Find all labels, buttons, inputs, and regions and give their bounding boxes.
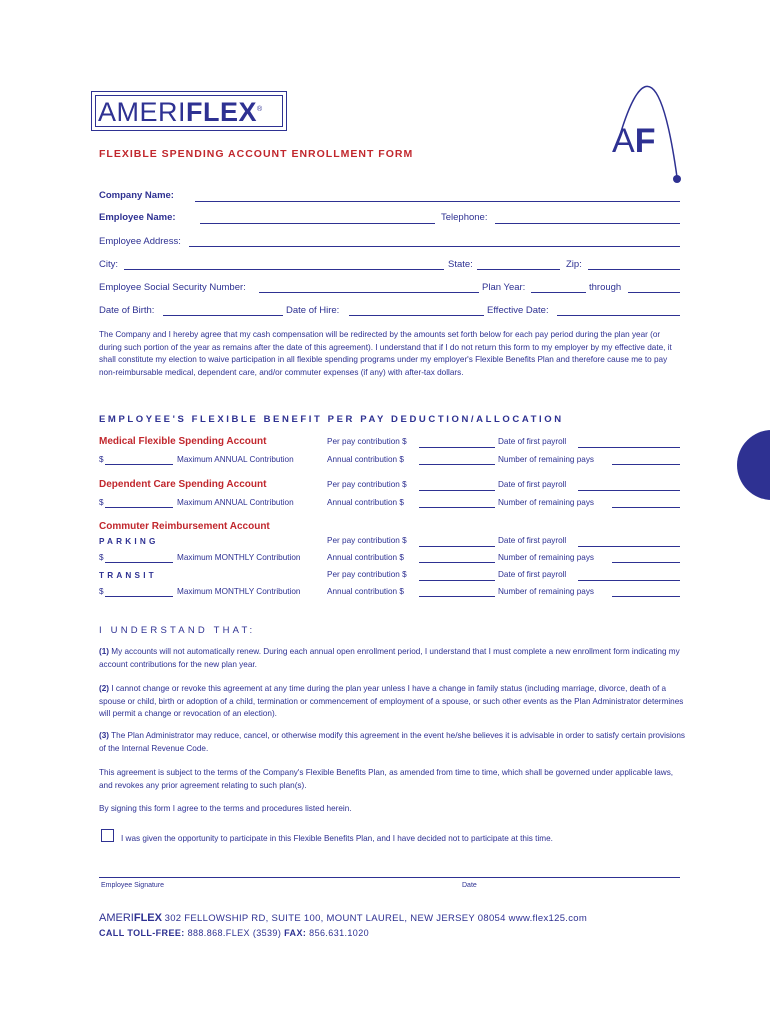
company-name-label: Company Name: [99, 190, 174, 201]
medical-dollar-sign: $ [99, 455, 104, 464]
footer-brand-bold: FLEX [133, 912, 162, 924]
dependent-care-title: Dependent Care Spending Account [99, 479, 267, 490]
employee-name-field[interactable] [200, 223, 435, 224]
transit-remaining-pays-label: Number of remaining pays [498, 587, 595, 596]
effective-date-field[interactable] [557, 315, 680, 316]
parking-max-monthly-field[interactable] [105, 562, 173, 563]
af-bold-letter: F [634, 122, 656, 160]
dependent-max-annual-label: Maximum ANNUAL Contribution [177, 498, 294, 507]
agreement-paragraph: The Company and I hereby agree that my cash compensation will be redirected by the amounts set forth below for each pay period during the plan year (or during such portion of the year as remains after the date of this agreement). I understand that if I do not return this form to my employer by my effective date, it shall constitute my election to waive participation in all flexible spending programs under my employer's Flexible Benefits Plan and therefore cause me to pay non-reimbursable medical, dependent care, and/or commuter expenses (if any) with after-tax dollars. [99, 330, 672, 377]
ameriflex-logo [98, 97, 263, 128]
af-light-letter: A [612, 122, 635, 160]
item-2-number: (2) [99, 684, 110, 693]
plan-year-start-field[interactable] [531, 292, 586, 293]
dependent-remaining-pays-field[interactable] [612, 507, 680, 508]
zip-field[interactable] [588, 269, 680, 270]
footer-address: 302 FELLOWSHIP RD, SUITE 100, MOUNT LAUREL, NEW JERSEY 08054 www.flex125.com [164, 913, 588, 924]
parking-per-pay-field[interactable] [419, 546, 495, 547]
item-3-number: (3) [99, 731, 110, 740]
footer-contact-line [99, 928, 369, 938]
fax-label: FAX: [284, 928, 307, 938]
date-label: Date [462, 882, 477, 889]
state-label: State: [448, 259, 473, 270]
form-title: FLEXIBLE SPENDING ACCOUNT ENROLLMENT FORM [99, 148, 414, 160]
medical-max-annual-field[interactable] [105, 464, 173, 465]
dependent-per-pay-field[interactable] [419, 490, 495, 491]
logo-bold-text: FLEX [186, 97, 258, 127]
understand-item-1 [99, 646, 685, 671]
transit-remaining-pays-field[interactable] [612, 596, 680, 597]
parking-first-payroll-label: Date of first payroll [498, 536, 567, 545]
parking-heading: PARKING [99, 537, 159, 546]
transit-dollar-sign: $ [99, 587, 104, 596]
understand-item-3 [99, 730, 685, 755]
toll-free-label: CALL TOLL-FREE: [99, 928, 185, 938]
medical-remaining-pays-label: Number of remaining pays [498, 455, 595, 464]
transit-first-payroll-field[interactable] [578, 580, 680, 581]
transit-per-pay-field[interactable] [419, 580, 495, 581]
ssn-label: Employee Social Security Number: [99, 282, 246, 293]
decline-participation-label: I was given the opportunity to participate in this Flexible Benefits Plan, and I have decided not to participate at this time. [121, 834, 553, 843]
logo-light-text: AMERI [98, 97, 187, 127]
medical-per-pay-field[interactable] [419, 447, 495, 448]
medical-annual-field[interactable] [419, 464, 495, 465]
dependent-first-payroll-label: Date of first payroll [498, 480, 567, 489]
understand-heading: I UNDERSTAND THAT: [99, 625, 256, 636]
decline-participation-checkbox[interactable] [101, 829, 114, 842]
dependent-annual-label: Annual contribution $ [327, 498, 404, 507]
transit-annual-label: Annual contribution $ [327, 587, 404, 596]
transit-max-monthly-label: Maximum MONTHLY Contribution [177, 587, 301, 596]
parking-remaining-pays-field[interactable] [612, 562, 680, 563]
date-of-birth-field[interactable] [163, 315, 283, 316]
transit-max-monthly-field[interactable] [105, 596, 173, 597]
signing-statement: By signing this form I agree to the terms and procedures listed herein. [99, 804, 352, 813]
transit-per-pay-label: Per pay contribution $ [327, 570, 407, 579]
employee-signature-label: Employee Signature [101, 882, 165, 889]
state-field[interactable] [477, 269, 560, 270]
dependent-max-annual-field[interactable] [105, 507, 173, 508]
dependent-annual-field[interactable] [419, 507, 495, 508]
parking-remaining-pays-label: Number of remaining pays [498, 553, 595, 562]
date-of-birth-label: Date of Birth: [99, 305, 155, 316]
parking-max-monthly-label: Maximum MONTHLY Contribution [177, 553, 301, 562]
dependent-per-pay-label: Per pay contribution $ [327, 480, 407, 489]
transit-first-payroll-label: Date of first payroll [498, 570, 567, 579]
medical-per-pay-label: Per pay contribution $ [327, 437, 407, 446]
medical-remaining-pays-field[interactable] [612, 464, 680, 465]
telephone-label: Telephone: [441, 212, 488, 223]
parking-annual-field[interactable] [419, 562, 495, 563]
subject-paragraph: This agreement is subject to the terms of the Company's Flexible Benefits Plan, as amended from time to time, which shall be governed under applicable laws, and revokes any prior agreement relating to such plan(s). [99, 768, 674, 790]
medical-max-annual-label: Maximum ANNUAL Contribution [177, 455, 294, 464]
plan-year-label: Plan Year: [482, 282, 526, 293]
company-name-field[interactable] [195, 201, 680, 202]
understand-item-2 [99, 683, 685, 721]
parking-first-payroll-field[interactable] [578, 546, 680, 547]
side-tab-marker [737, 430, 770, 500]
dependent-dollar-sign: $ [99, 498, 104, 507]
plan-year-end-field[interactable] [628, 292, 680, 293]
parking-annual-label: Annual contribution $ [327, 553, 404, 562]
dependent-first-payroll-field[interactable] [578, 490, 680, 491]
city-field[interactable] [124, 269, 444, 270]
dependent-remaining-pays-label: Number of remaining pays [498, 498, 595, 507]
employee-address-field[interactable] [189, 246, 680, 247]
ssn-field[interactable] [259, 292, 479, 293]
parking-dollar-sign: $ [99, 553, 104, 562]
zip-label: Zip: [566, 259, 582, 270]
medical-first-payroll-label: Date of first payroll [498, 437, 567, 446]
deduction-heading: EMPLOYEE'S FLEXIBLE BENEFIT PER PAY DEDUCTION/ALLOCATION [99, 414, 564, 425]
item-3-text: The Plan Administrator may reduce, cancel, or otherwise modify this agreement in the event he/she believes it is advisable in order to satisfy certain provisions of the Internal Revenue Code. [99, 731, 686, 753]
medical-first-payroll-field[interactable] [578, 447, 680, 448]
transit-annual-field[interactable] [419, 596, 495, 597]
af-monogram [612, 124, 655, 158]
fax-number: 856.631.1020 [309, 928, 370, 938]
employee-name-label: Employee Name: [99, 212, 176, 223]
footer-brand-light: AMERI [99, 912, 134, 924]
medical-fsa-title: Medical Flexible Spending Account [99, 436, 267, 447]
telephone-field[interactable] [495, 223, 680, 224]
signature-line[interactable] [99, 877, 680, 878]
date-of-hire-label: Date of Hire: [286, 305, 340, 316]
toll-free-number: 888.868.FLEX (3539) [187, 928, 282, 938]
medical-annual-label: Annual contribution $ [327, 455, 404, 464]
parking-per-pay-label: Per pay contribution $ [327, 536, 407, 545]
city-label: City: [99, 259, 118, 270]
footer-address-line [99, 912, 587, 924]
item-1-text: My accounts will not automatically renew. During each annual open enrollment period, I understand that I must complete a new enrollment form indicating my account contributions for the new plan year. [99, 647, 680, 669]
transit-heading: TRANSIT [99, 571, 157, 580]
commuter-title: Commuter Reimbursement Account [99, 521, 270, 532]
item-1-number: (1) [99, 647, 110, 656]
effective-date-label: Effective Date: [487, 305, 549, 316]
af-arc-icon [600, 45, 700, 190]
logo-registered-mark: ® [257, 106, 263, 113]
item-2-text: I cannot change or revoke this agreement at any time during the plan year unless I have a change in family status (including marriage, divorce, death of a spouse or child, birth or adoption of a child, termination or commencement of employment of a spouse, or such other events as the Plan Administrator determines will permit a change or revocation of an election). [99, 684, 684, 718]
employee-address-label: Employee Address: [99, 236, 181, 247]
date-of-hire-field[interactable] [349, 315, 484, 316]
through-label: through [589, 282, 622, 293]
